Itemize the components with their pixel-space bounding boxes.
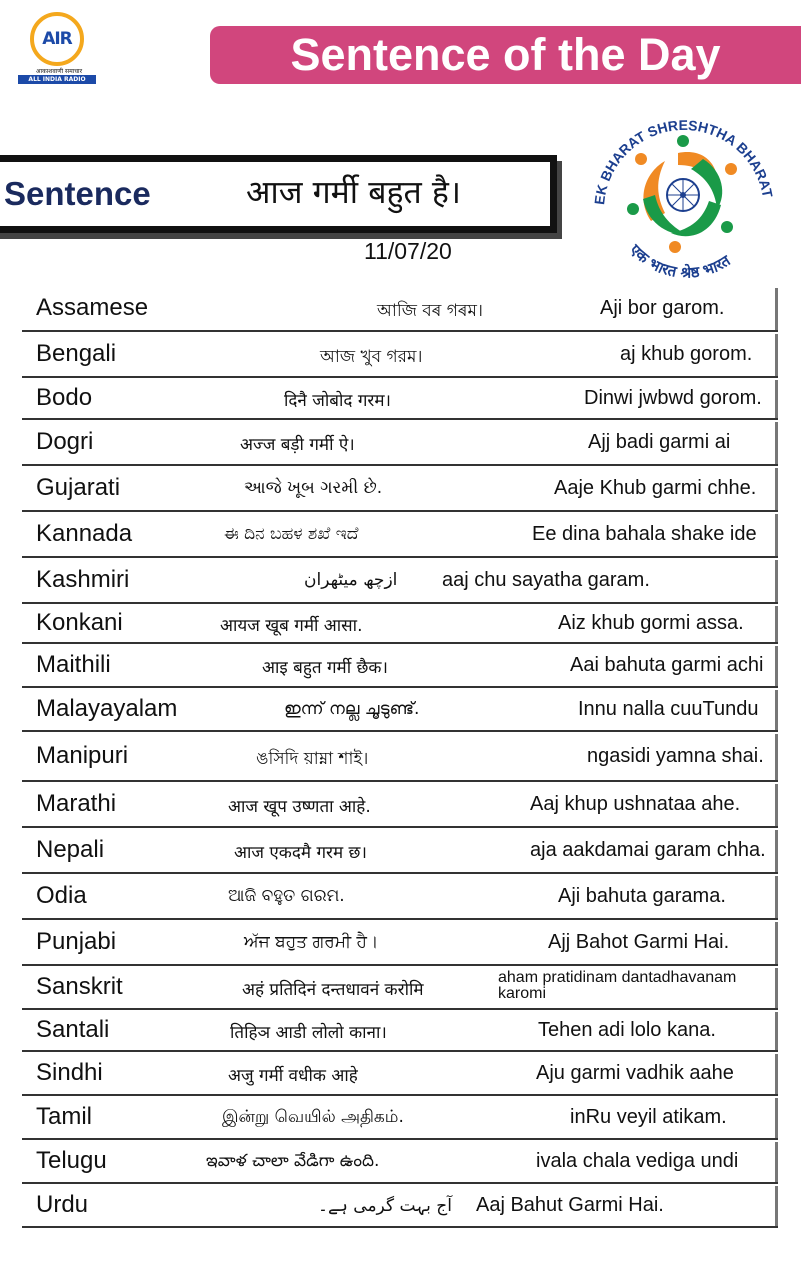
transliteration-text: Aju garmi vadhik aahe bbox=[536, 1062, 734, 1084]
language-name: Urdu bbox=[36, 1191, 89, 1218]
language-name: Tamil bbox=[36, 1103, 93, 1130]
language-name: Assamese bbox=[36, 294, 149, 321]
translation-row-odia bbox=[22, 876, 778, 920]
row-shadow bbox=[775, 514, 778, 556]
row-shadow bbox=[775, 1012, 778, 1050]
native-script-text: ఇవాళ చాలా వేడిగా ఉంది. bbox=[206, 1151, 380, 1171]
row-shadow bbox=[775, 1098, 778, 1138]
translation-row-maithili bbox=[22, 646, 778, 688]
native-script-text: ଆଜି ବହୁତ ଗରମ. bbox=[228, 886, 345, 906]
transliteration-text: Dinwi jwbwd gorom. bbox=[584, 387, 762, 409]
language-name: Odia bbox=[36, 882, 87, 909]
language-name: Bengali bbox=[36, 340, 117, 367]
language-name: Konkani bbox=[36, 609, 123, 636]
transliteration-text: Ajj badi garmi ai bbox=[588, 431, 731, 453]
native-script-text: आइ बहुत गर्मी छैक। bbox=[262, 658, 388, 678]
translation-row-punjabi bbox=[22, 922, 778, 966]
language-name: Telugu bbox=[36, 1147, 107, 1174]
language-name: Marathi bbox=[36, 790, 117, 817]
row-shadow bbox=[775, 468, 778, 510]
row-shadow bbox=[775, 334, 778, 376]
row-shadow bbox=[775, 1054, 778, 1094]
transliteration-text: Innu nalla cuuTundu bbox=[578, 698, 759, 720]
transliteration-text: Aaj khup ushnataa ahe. bbox=[530, 793, 741, 815]
native-script-text: अज्ज बड़ी गर्मी ऐ। bbox=[240, 435, 355, 455]
native-script-text: दिनै जोबोद गरम। bbox=[284, 391, 391, 411]
transliteration-text: ivala chala vediga undi bbox=[536, 1150, 739, 1172]
translation-row-manipuri bbox=[22, 734, 778, 782]
language-name: Dogri bbox=[36, 428, 94, 455]
language-name: Maithili bbox=[36, 651, 111, 678]
row-shadow bbox=[775, 560, 778, 602]
language-name: Malayayalam bbox=[36, 695, 178, 722]
language-name: Sindhi bbox=[36, 1059, 103, 1086]
row-shadow bbox=[775, 830, 778, 872]
air-logo-ring bbox=[30, 12, 84, 66]
transliteration-text: aaj chu sayatha garam. bbox=[442, 569, 650, 591]
language-name: Kannada bbox=[36, 520, 133, 547]
row-shadow bbox=[775, 784, 778, 826]
row-shadow bbox=[775, 606, 778, 642]
transliteration-text: Tehen adi lolo kana. bbox=[538, 1019, 716, 1041]
language-name: Sanskrit bbox=[36, 973, 123, 1000]
row-shadow bbox=[775, 922, 778, 964]
sentence-label: Sentence bbox=[4, 175, 151, 212]
translation-row-konkani bbox=[22, 606, 778, 644]
translation-row-urdu bbox=[22, 1186, 778, 1228]
native-script-text: இன்று வெயில் அதிகம். bbox=[222, 1107, 404, 1127]
transliteration-text: aja aakdamai garam chha. bbox=[530, 839, 766, 861]
translation-row-kannada bbox=[22, 514, 778, 558]
native-script-text: अजु गर्मी वधीक आहे bbox=[228, 1066, 358, 1086]
row-shadow bbox=[775, 1186, 778, 1226]
native-script-text: આજે ખૂબ ગરમી છે. bbox=[244, 478, 383, 498]
translation-row-telugu bbox=[22, 1142, 778, 1184]
language-name: Manipuri bbox=[36, 742, 129, 769]
ebsb-text-top: EK BHARAT SHRESHTHA BHARAT bbox=[591, 116, 776, 206]
transliteration-text: Aaje Khub garmi chhe. bbox=[554, 477, 757, 499]
native-script-text: ਅੱਜ ਬਹੁਤ ਗਰਮੀ ਹੈ। bbox=[244, 932, 379, 952]
air-logo-caption: आकाशवाणी समाचार bbox=[35, 68, 83, 75]
ek-bharat-shreshtha-bharat-logo bbox=[582, 100, 782, 290]
transliteration-text: Ajj Bahot Garmi Hai. bbox=[548, 931, 730, 953]
row-shadow bbox=[775, 288, 778, 330]
native-script-text: ഇന്ന് നല്ല ചൂടുണ്ട്. bbox=[284, 699, 420, 719]
transliteration-text: Aiz khub gormi assa. bbox=[558, 612, 744, 634]
translation-row-malayayalam bbox=[22, 690, 778, 732]
transliteration-text: aj khub gorom. bbox=[620, 343, 753, 365]
native-script-text: आज एकदमै गरम छ। bbox=[234, 843, 367, 863]
row-shadow bbox=[775, 380, 778, 418]
transliteration-text: inRu veyil atikam. bbox=[570, 1106, 727, 1128]
title-banner bbox=[210, 26, 801, 84]
translation-row-sindhi bbox=[22, 1054, 778, 1096]
banner-title: Sentence of the Day bbox=[290, 29, 721, 80]
language-name: Gujarati bbox=[36, 474, 121, 501]
transliteration-text: Aji bor garom. bbox=[600, 297, 725, 319]
sentence-date: 11/07/20 bbox=[364, 238, 452, 264]
native-script-text: अहं प्रतिदिनं दन्तधावनं करोमि bbox=[242, 980, 424, 1000]
native-script-text: আজ খুব গরম। bbox=[320, 347, 423, 367]
transliteration-text: ngasidi yamna shai. bbox=[587, 745, 764, 767]
native-script-text: ঙসিদি য়াম্না শাই। bbox=[256, 749, 369, 769]
translation-row-bengali bbox=[22, 334, 778, 378]
air-news-logo bbox=[18, 12, 100, 92]
translation-row-bodo bbox=[22, 380, 778, 420]
translation-row-nepali bbox=[22, 830, 778, 874]
sentence-text: आज गर्मी बहुत है। bbox=[246, 173, 462, 211]
row-shadow bbox=[775, 422, 778, 464]
native-script-text: तिहिञ आडी लोलो काना। bbox=[230, 1023, 387, 1043]
transliteration-text: aham pratidinam dantadhavanam karomi bbox=[498, 969, 737, 1002]
language-name: Nepali bbox=[36, 836, 105, 863]
translation-row-sanskrit bbox=[22, 968, 778, 1010]
row-shadow bbox=[775, 690, 778, 730]
air-logo-news-strip: ALL INDIA RADIO NEWS bbox=[18, 75, 96, 84]
transliteration-text: Aaj Bahut Garmi Hai. bbox=[476, 1194, 664, 1216]
row-shadow bbox=[775, 968, 778, 1008]
ebsb-text-bottom: एक भारत श्रेष्ठ भारत bbox=[626, 240, 734, 282]
translation-row-assamese bbox=[22, 288, 778, 332]
language-name: Punjabi bbox=[36, 928, 117, 955]
language-name: Kashmiri bbox=[36, 566, 130, 593]
row-shadow bbox=[775, 646, 778, 686]
translation-row-kashmiri bbox=[22, 560, 778, 604]
native-script-text: ازچھ میٹھران bbox=[304, 570, 398, 590]
native-script-text: ಈ ದಿನ ಬಹಳ ಶಖೆ ಇದೆ bbox=[224, 524, 359, 544]
translation-row-dogri bbox=[22, 422, 778, 466]
row-shadow bbox=[775, 876, 778, 918]
native-script-text: আজি বৰ গৰম। bbox=[377, 301, 483, 321]
native-script-text: آج بہت گرمی ہے۔ bbox=[318, 1196, 452, 1216]
language-name: Santali bbox=[36, 1016, 110, 1043]
native-script-text: आयज खूब गर्मी आसा. bbox=[220, 616, 363, 636]
transliteration-text: Aai bahuta garmi achi bbox=[570, 654, 764, 676]
transliteration-text: Ee dina bahala shake ide bbox=[532, 523, 757, 545]
native-script-text: आज खूप उष्णता आहे. bbox=[228, 797, 371, 817]
air-logo-mark: AIR bbox=[42, 29, 72, 49]
row-shadow bbox=[775, 1142, 778, 1182]
translation-row-marathi bbox=[22, 784, 778, 828]
translation-row-santali bbox=[22, 1012, 778, 1052]
language-name: Bodo bbox=[36, 384, 93, 411]
row-shadow bbox=[775, 734, 778, 780]
translation-row-gujarati bbox=[22, 468, 778, 512]
transliteration-text: Aji bahuta garama. bbox=[558, 885, 726, 907]
translation-row-tamil bbox=[22, 1098, 778, 1140]
